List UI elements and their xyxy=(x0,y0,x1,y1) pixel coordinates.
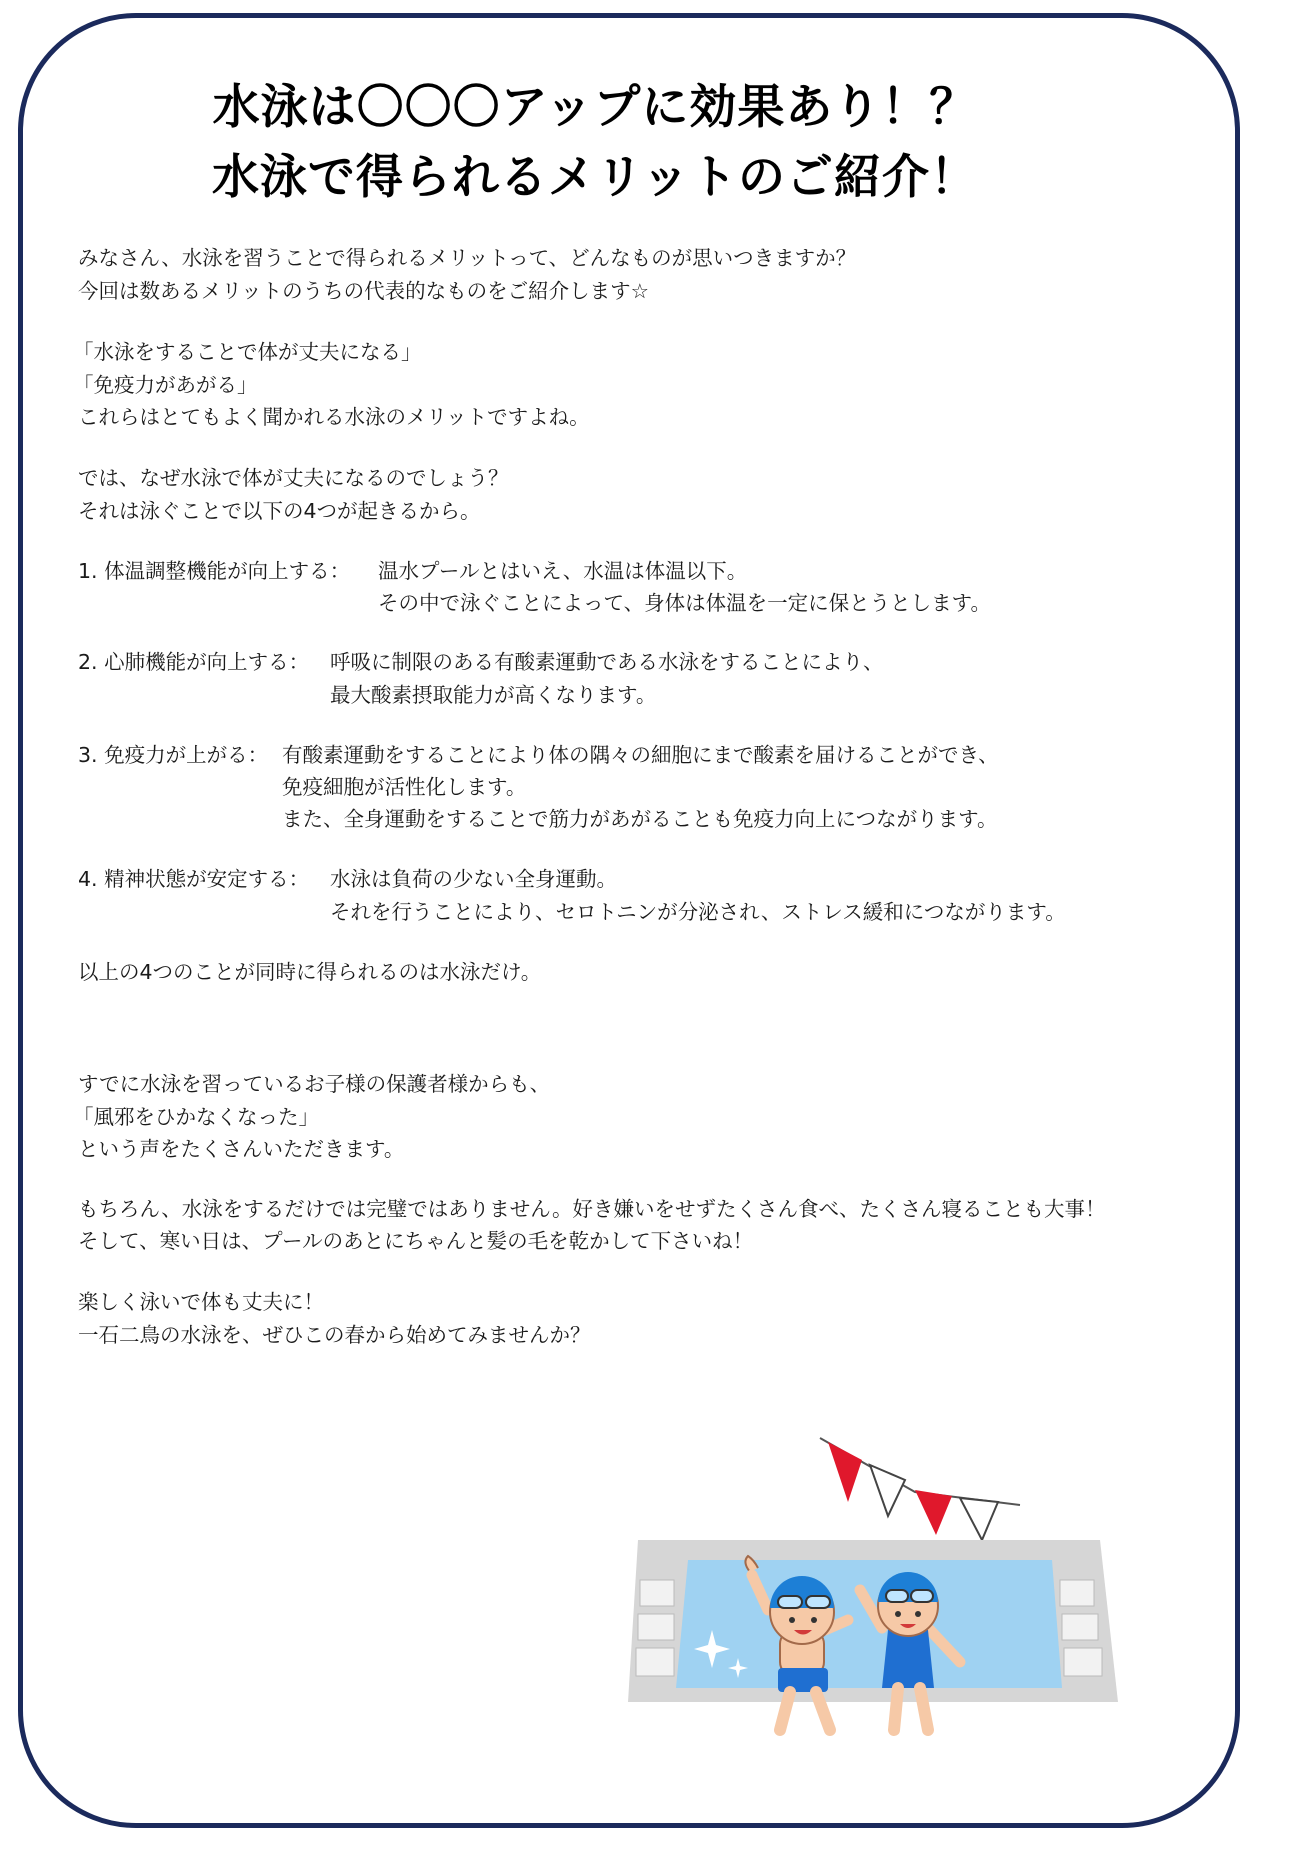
quote-line-1: 「水泳をすることで体が丈夫になる」 xyxy=(73,340,422,364)
why-line-2: それは泳ぐことで以下の4つが起きるから。 xyxy=(78,499,481,523)
item3-line-2: 免疫細胞が活性化します。 xyxy=(282,775,527,799)
item4-line-2: それを行うことにより、セロトニンが分泌され、ストレス緩和につながります。 xyxy=(330,900,1066,924)
closing-line-2: 一石二鳥の水泳を、ぜひこの春から始めてみませんか？ xyxy=(78,1323,591,1347)
summary-line: 以上の4つのことが同時に得られるのは水泳だけ。 xyxy=(78,960,542,984)
intro-line-2: 今回は数あるメリットのうちの代表的なものをご紹介します☆ xyxy=(78,279,650,303)
parents-line-2: 「風邪をひかなくなった」 xyxy=(73,1105,319,1129)
page-title-line2: 水泳で得られるメリットのご紹介！ xyxy=(211,150,979,205)
item1-line-2: その中で泳ぐことによって、身体は体温を一定に保とうとします。 xyxy=(378,591,991,615)
item3-line-1: 有酸素運動をすることにより体の隅々の細胞にまで酸素を届けることができ、 xyxy=(282,743,999,767)
item4-line-1: 水泳は負荷の少ない全身運動。 xyxy=(330,867,617,891)
why-line-1: では、なぜ水泳で体が丈夫になるのでしょう？ xyxy=(78,466,509,490)
starting-blocks-left xyxy=(636,1580,674,1676)
item1-line-1: 温水プールとはいえ、水温は体温以下。 xyxy=(378,559,748,583)
parents-line-3: という声をたくさんいただきます。 xyxy=(78,1137,405,1161)
bunting-flags xyxy=(820,1438,1020,1540)
closing-line-1: 楽しく泳いで体も丈夫に！ xyxy=(78,1290,324,1314)
intro-line-1: みなさん、水泳を習うことで得られるメリットって、どんなものが思いつきますか？ xyxy=(78,246,857,270)
quote-line-2: 「免疫力があがる」 xyxy=(73,373,258,397)
item1-label: 1. 体温調整機能が向上する： xyxy=(78,559,351,583)
common-merit-line: これらはとてもよく聞かれる水泳のメリットですよね。 xyxy=(78,405,590,429)
page-title-line1: 水泳は〇〇〇アップに効果あり！？ xyxy=(212,80,978,135)
parents-line-1: すでに水泳を習っているお子様の保護者様からも、 xyxy=(78,1072,551,1096)
item2-line-1: 呼吸に制限のある有酸素運動である水泳をすることにより、 xyxy=(330,650,884,674)
advice-line-1: もちろん、水泳をするだけでは完璧ではありません。好き嫌いをせずたくさん食べ、たくさん寝ることも大事！ xyxy=(78,1197,1106,1221)
item4-label: 4. 精神状態が安定する： xyxy=(78,867,310,891)
advice-line-2: そして、寒い日は、プールのあとにちゃんと髪の毛を乾かして下さいね！ xyxy=(78,1229,754,1253)
item3-line-3: また、全身運動をすることで筋力があがることも免疫力向上につながります。 xyxy=(282,807,998,831)
item3-label: 3. 免疫力が上がる： xyxy=(78,743,269,767)
item2-label: 2. 心肺機能が向上する： xyxy=(78,650,310,674)
item2-line-2: 最大酸素摂取能力が高くなります。 xyxy=(330,683,657,707)
pool-kids-illustration xyxy=(620,1430,1120,1770)
